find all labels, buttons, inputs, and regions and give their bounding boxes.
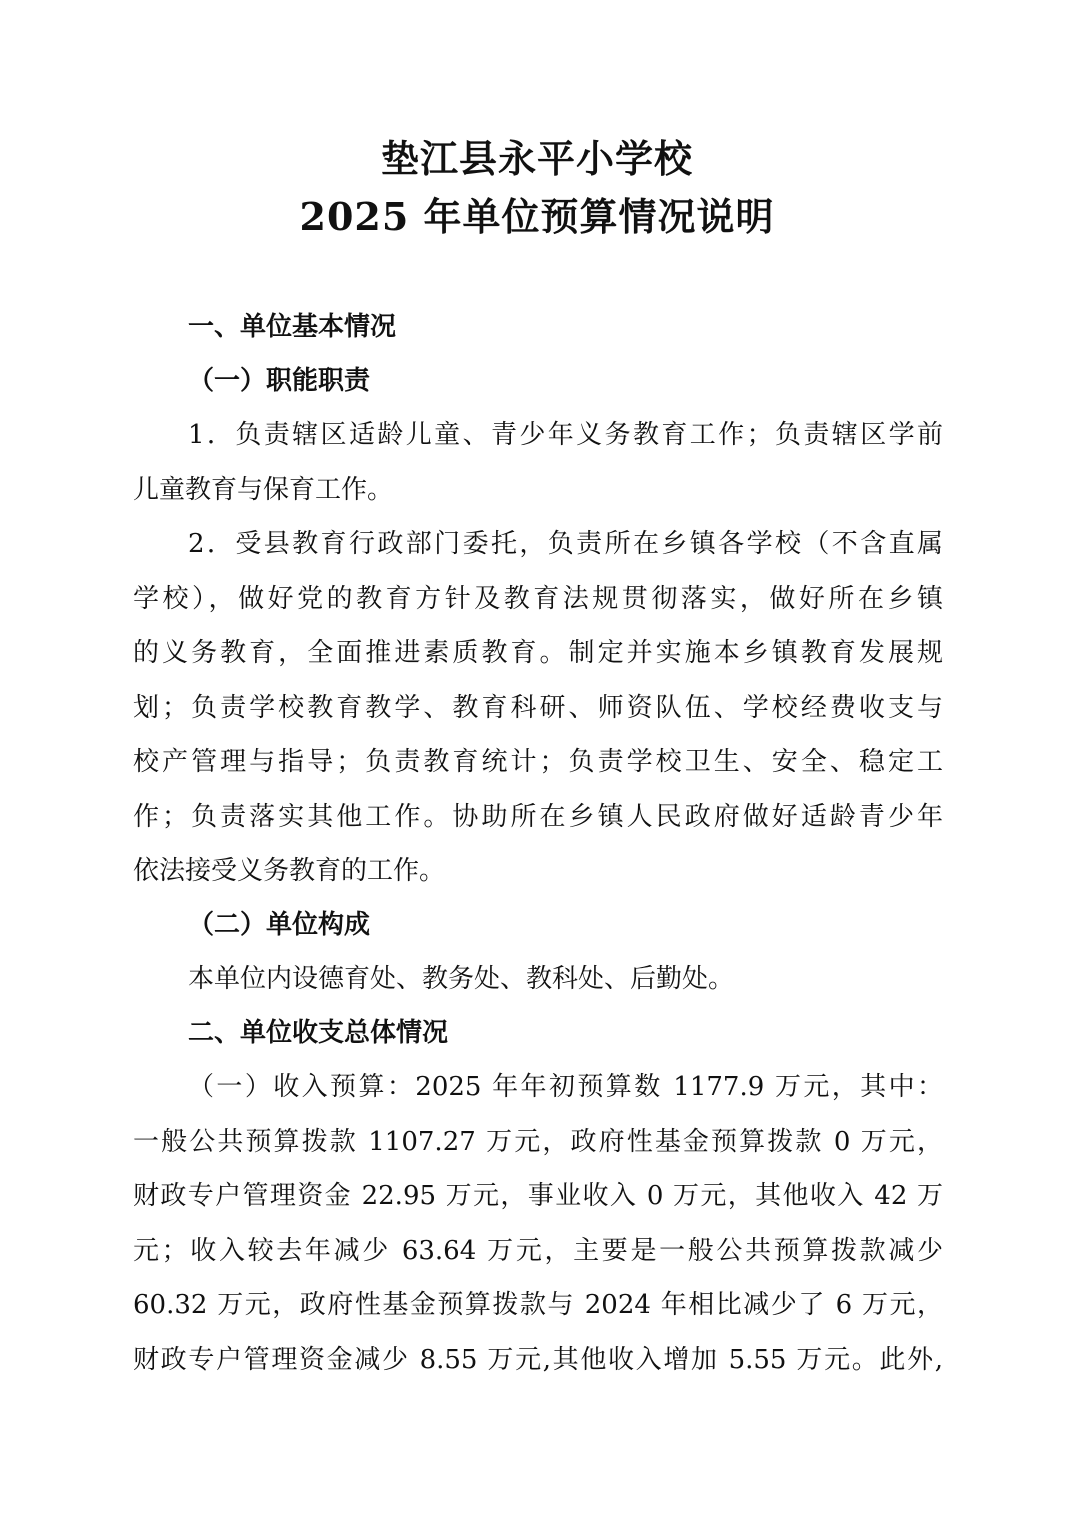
section2-heading: 二、单位收支总体情况 bbox=[188, 1018, 449, 1048]
document-title-line2: 2025 年单位预算情况说明 bbox=[299, 194, 775, 239]
paragraph4-line4: 元；收入较去年减少 63.64 万元，主要是一般公共预算拨款减少 bbox=[133, 1236, 943, 1266]
paragraph2-line6: 作；负责落实其他工作。协助所在乡镇人民政府做好适龄青少年 bbox=[133, 802, 943, 832]
paragraph3-line1: 本单位内设德育处、教务处、教科处、后勤处。 bbox=[188, 964, 735, 994]
paragraph4-line1: （一）收入预算：2025 年年初预算数 1177.9 万元，其中： bbox=[188, 1072, 943, 1102]
paragraph4-line2: 一般公共预算拨款 1107.27 万元，政府性基金预算拨款 0 万元， bbox=[133, 1127, 943, 1157]
paragraph2-line7: 依法接受义务教育的工作。 bbox=[133, 856, 446, 886]
subsection2-heading: （二）单位构成 bbox=[188, 910, 371, 940]
document-title-line1: 垫江县永平小学校 bbox=[380, 136, 693, 181]
paragraph2-line1: 2．受县教育行政部门委托，负责所在乡镇各学校（不含直属 bbox=[188, 529, 943, 559]
paragraph2-line3: 的义务教育，全面推进素质教育。制定并实施本乡镇教育发展规 bbox=[133, 638, 943, 668]
paragraph4-line6: 财政专户管理资金减少 8.55 万元,其他收入增加 5.55 万元。此外, bbox=[133, 1345, 943, 1375]
section1-heading: 一、单位基本情况 bbox=[188, 312, 397, 342]
paragraph4-line3: 财政专户管理资金 22.95 万元，事业收入 0 万元，其他收入 42 万 bbox=[133, 1181, 943, 1211]
paragraph2-line5: 校产管理与指导；负责教育统计；负责学校卫生、安全、稳定工 bbox=[133, 747, 943, 777]
paragraph1-line2: 儿童教育与保育工作。 bbox=[133, 475, 394, 505]
subsection1-heading: （一）职能职责 bbox=[188, 366, 371, 396]
paragraph4-line5: 60.32 万元，政府性基金预算拨款与 2024 年相比减少了 6 万元， bbox=[133, 1290, 943, 1320]
paragraph2-line2: 学校），做好党的教育方针及教育法规贯彻落实，做好所在乡镇 bbox=[133, 584, 943, 614]
paragraph2-line4: 划；负责学校教育教学、教育科研、师资队伍、学校经费收支与 bbox=[133, 693, 943, 723]
paragraph1-line1: 1．负责辖区适龄儿童、青少年义务教育工作；负责辖区学前 bbox=[188, 420, 943, 450]
